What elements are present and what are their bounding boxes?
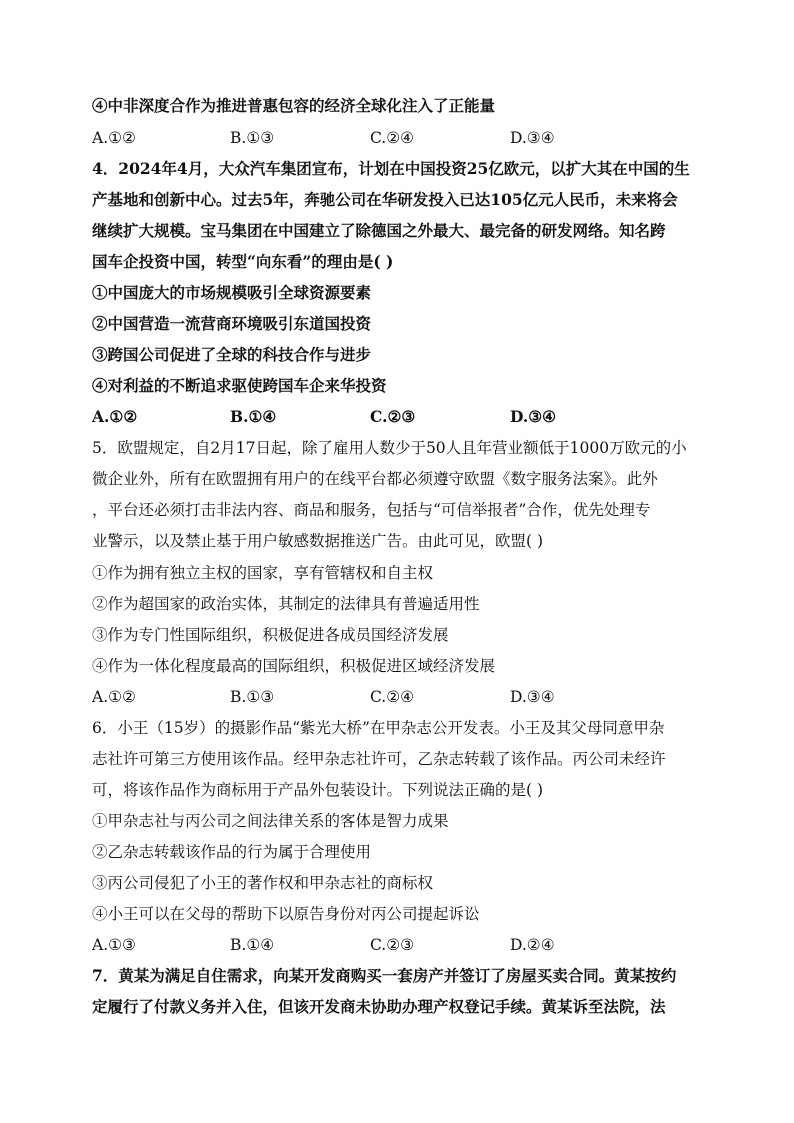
q6-stem-line-3: 可，将该作品作为商标用于产品外包装设计。下列说法正确的是( ) [92,781,544,799]
q4-option-c: C.②③ [370,407,416,426]
q5-stem-line-1: 5．欧盟规定，自2月17日起，除了雇用人数少于50人且年营业额低于1000万欧元的小 [92,439,687,457]
q4-stem-line-1: 4．2024年4月，大众汽车集团宣布，计划在中国投资25亿欧元，以扩大其在中国的生 [92,159,690,178]
q4-stem-line-4: 国车企投资中国，转型“向东看”的理由是( ) [92,252,394,271]
q4-option-a: A.①② [92,407,138,426]
q6-item-2: ②乙杂志转载该作品的行为属于合理使用 [92,843,372,861]
q4-stem-line-2: 产基地和创新中心。过去5年，奔驰公司在华研发投入已达105亿元人民币，未来将会 [92,190,678,209]
q5-item-4: ④作为一体化程度最高的国际组织，积极促进区域经济发展 [92,657,496,675]
q6-stem-line-2: 志社许可第三方使用该作品。经甲杂志社许可，乙杂志转载了该作品。丙公司未经许 [92,750,666,768]
q6-option-b: B.①④ [230,936,275,954]
q5-stem-line-3: ，平台还必须打击非法内容、商品和服务，包括与“可信举报者”合作，优先处理专 [92,501,651,519]
q5-item-3: ③作为专门性国际组织，积极促进各成员国经济发展 [92,626,449,644]
q6-option-d: D.②④ [510,936,555,954]
q4-item-3: ③跨国公司促进了全球的科技合作与进步 [92,345,372,364]
q6-options [92,935,692,955]
q6-item-4: ④小王可以在父母的帮助下以原告身份对丙公司提起诉讼 [92,905,480,923]
q5-stem-line-2: 微企业外，所有在欧盟拥有用户的在线平台都必须遵守欧盟《数字服务法案》。此外 [92,470,658,488]
q4-item-1: ①中国庞大的市场规模吸引全球资源要素 [92,283,372,302]
q5-item-2: ②作为超国家的政治实体，其制定的法律具有普遍适用性 [92,595,480,613]
q6-option-c: C.②③ [370,936,415,954]
q4-options [92,407,692,427]
q4-stem-line-3: 继续扩大规模。宝马集团在中国建立了除德国之外最大、最完备的研发网络。知名跨 [92,221,666,240]
q3-option-d: D.③④ [510,129,555,147]
q6-item-3: ③丙公司侵犯了小王的著作权和甲杂志社的商标权 [92,874,434,892]
q6-option-a: A.①③ [92,936,136,954]
q3-option-a: A.①② [92,129,136,147]
q4-item-2: ②中国营造一流营商环境吸引东道国投资 [92,314,372,333]
q5-option-a: A.①② [92,688,136,706]
q7-stem-line-1: 7．黄某为满足自住需求，向某开发商购买一套房产并签订了房屋买卖合同。黄某按约 [92,966,677,985]
q6-stem-line-1: 6．小王（15岁）的摄影作品“紫光大桥”在甲杂志公开发表。小王及其父母同意甲杂 [92,719,665,737]
q5-options [92,687,692,707]
q7-stem-line-2: 定履行了付款义务并入住，但该开发商未协助办理产权登记手续。黄某诉至法院，法 [92,997,666,1016]
q5-item-1: ①作为拥有独立主权的国家，享有管辖权和自主权 [92,564,434,582]
q5-option-d: D.③④ [510,688,555,706]
q5-stem-line-4: 业警示，以及禁止基于用户敏感数据推送广告。由此可见，欧盟( ) [92,532,544,550]
q4-item-4: ④对利益的不断追求驱使跨国车企来华投资 [92,376,387,395]
q4-option-d: D.③④ [510,407,557,426]
q3-item-4: ④中非深度合作为推进普惠包容的经济全球化注入了正能量 [92,96,496,115]
q4-option-b: B.①④ [230,407,277,426]
q3-option-b: B.①③ [230,129,275,147]
q3-option-c: C.②④ [370,129,415,147]
q3-options [92,128,692,148]
q6-item-1: ①甲杂志社与丙公司之间法律关系的客体是智力成果 [92,812,449,830]
q5-option-b: B.①③ [230,688,275,706]
q5-option-c: C.②④ [370,688,415,706]
